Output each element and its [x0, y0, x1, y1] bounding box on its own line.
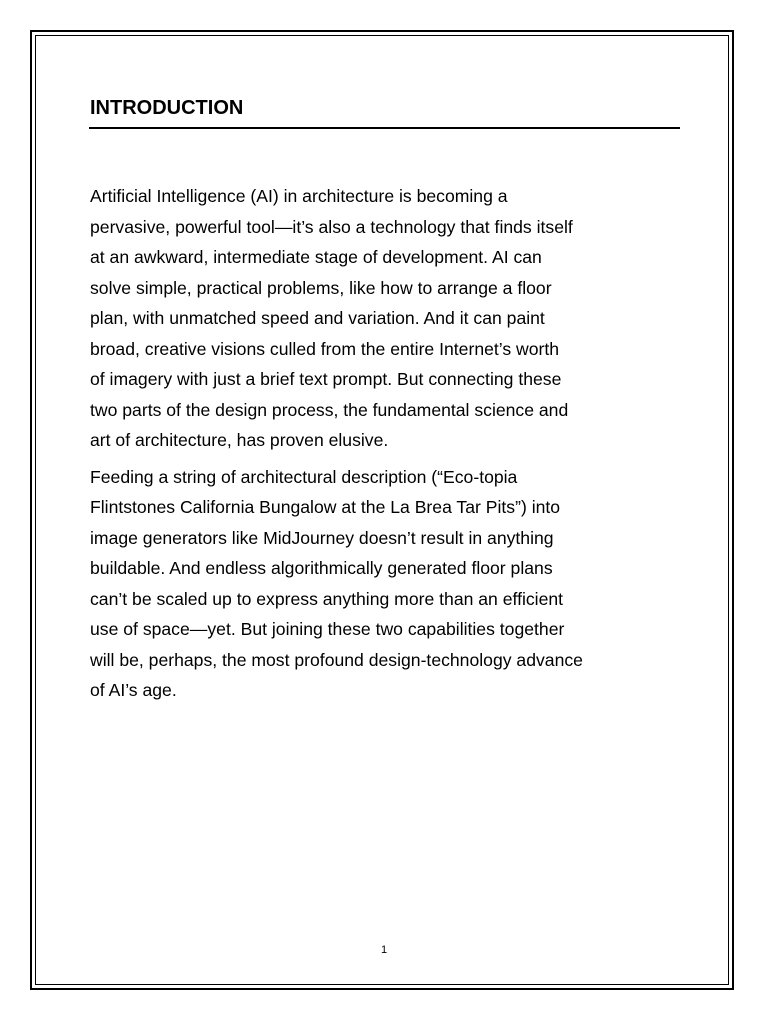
paragraph: Feeding a string of architectural description (“Eco-topia Flintstones California Bungalow at the La Brea Tar Pits”) into image generators like MidJourney doesn’t result in anything buildable. And endless algorithmically generated floor plans can’t be scaled up to express anything more than an efficient use of space—yet. But joining these two capabilities together will be, perhaps, the most profound design-technology advance of AI’s age. — [90, 466, 583, 700]
page-number: 1 — [380, 944, 388, 956]
paragraph: Artificial Intelligence (AI) in architecture is becoming a pervasive, powerful tool—it’s also a technology that finds itself at an awkward, intermediate stage of development. AI can solve simple, practical problems, like how to arrange a floor plan, with unmatched speed and variation. And it can paint broad, creative visions culled from the entire Internet’s worth of imagery with just a brief text prompt. But connecting these two parts of the design process, the fundamental science and art of architecture, has proven elusive. — [90, 186, 573, 450]
section-heading: INTRODUCTION — [90, 97, 244, 119]
heading-underline — [89, 127, 680, 129]
body-text — [90, 181, 690, 712]
